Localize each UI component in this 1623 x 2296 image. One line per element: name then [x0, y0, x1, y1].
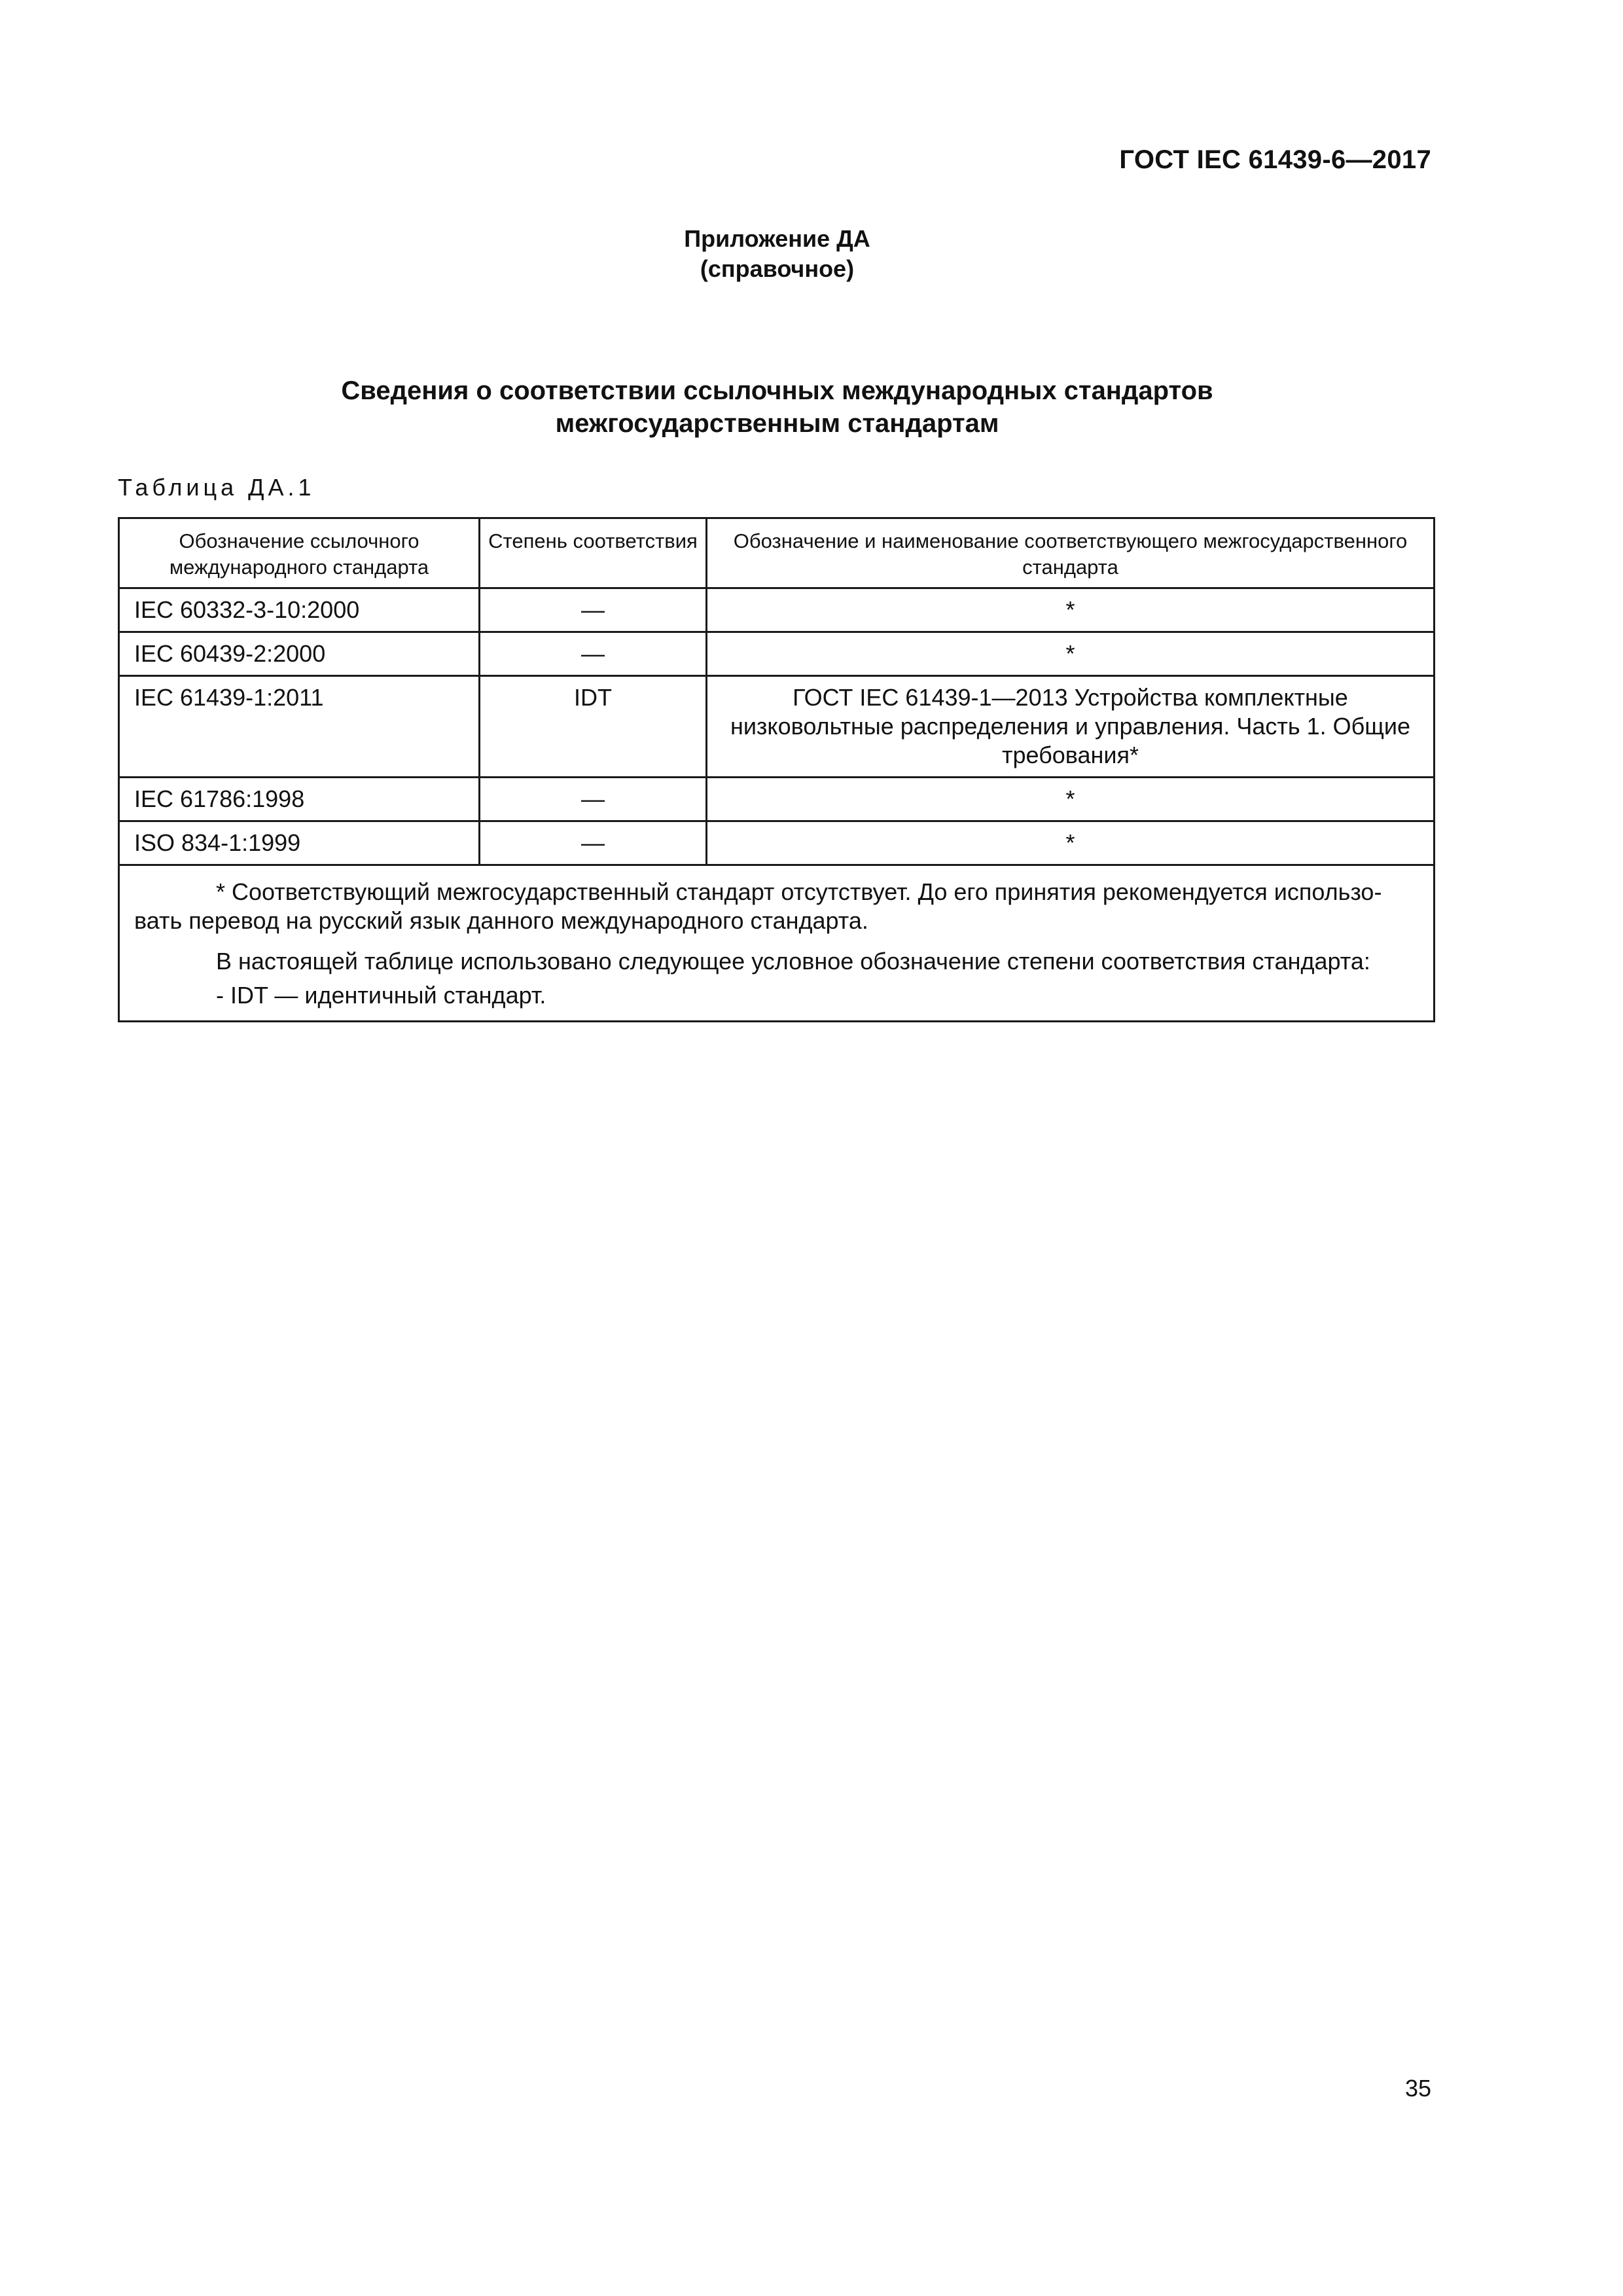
column-header-standard: Обозначение ссылочного международного стандарта: [119, 518, 480, 588]
cell-name: *: [707, 588, 1435, 632]
note-footnote: * Соответствующий межгосударственный стандарт отсутствует. До его принятия рекомендуется использо-вать перевод на русский язык данного международного стандарта.: [134, 878, 1382, 934]
section-title-line-2: межгосударственным стандартам: [555, 409, 999, 438]
cell-degree: —: [480, 632, 707, 676]
table-row: [119, 778, 1435, 821]
cell-degree: —: [480, 778, 707, 821]
cell-standard: IEC 60332-3-10:2000: [119, 588, 480, 632]
cell-name: *: [707, 778, 1435, 821]
note-legend-item: - IDT — идентичный стандарт.: [216, 982, 546, 1009]
table-row: [119, 588, 1435, 632]
document-code-header: ГОСТ IEC 61439-6—2017: [1119, 145, 1431, 174]
table-note-row: [119, 865, 1435, 1022]
cell-standard: IEC 61786:1998: [119, 778, 480, 821]
section-title: [0, 374, 1554, 440]
table-label: Таблица ДА.1: [118, 474, 315, 501]
cell-degree: —: [480, 821, 707, 865]
table-note: [119, 865, 1435, 1022]
table-row: [119, 632, 1435, 676]
table-row: [119, 821, 1435, 865]
cell-degree: IDT: [480, 676, 707, 778]
cell-name: *: [707, 632, 1435, 676]
page-number: 35: [1404, 2075, 1431, 2102]
cell-name: ГОСТ IEC 61439-1—2013 Устройства комплектные низковольтные распределения и управления. Часть 1. Общие требования*: [707, 676, 1435, 778]
table-row: [119, 676, 1435, 778]
column-header-degree: Степень соответствия: [480, 518, 707, 588]
table-header-row: [119, 518, 1435, 588]
cell-standard: IEC 60439-2:2000: [119, 632, 480, 676]
correspondence-table: [118, 517, 1435, 1022]
appendix-type: (справочное): [700, 255, 855, 282]
appendix-heading: [0, 224, 1554, 284]
appendix-title: Приложение ДА: [684, 225, 870, 252]
cell-standard: IEC 61439-1:2011: [119, 676, 480, 778]
section-title-line-1: Сведения о соответствии ссылочных международных стандартов: [341, 376, 1213, 405]
cell-name: *: [707, 821, 1435, 865]
note-legend-intro: В настоящей таблице использовано следующее условное обозначение степени соответствия стандарта:: [216, 948, 1370, 975]
cell-standard: ISO 834-1:1999: [119, 821, 480, 865]
column-header-name: Обозначение и наименование соответствующего межгосударственного стандарта: [707, 518, 1435, 588]
cell-degree: —: [480, 588, 707, 632]
